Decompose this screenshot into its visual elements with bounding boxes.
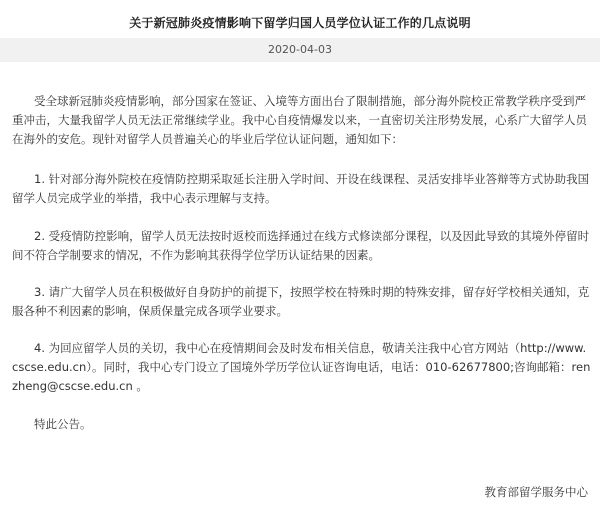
paragraph-item-1	[12, 170, 592, 208]
signature: 教育部留学服务中心	[484, 485, 588, 499]
item-2-text: 2. 受疫情防控影响，留学人员无法按时返校而选择通过在线方式修读部分课程，以及因此导致的其境外停留时间不符合学制要求的情况，不作为影响其获得学位学历认证结果的因素。	[12, 229, 590, 262]
paragraph-item-3	[12, 283, 592, 321]
closing-text: 特此公告。	[34, 417, 92, 431]
publish-date-bar	[0, 38, 600, 62]
paragraph-item-2	[12, 227, 592, 265]
paragraph-item-4	[12, 339, 592, 396]
item-1-text: 1. 针对部分海外院校在疫情防控期采取延长注册入学时间、开设在线课程、灵活安排毕业答辩等方式协助我国留学人员完成学业的举措，我中心表示理解与支持。	[12, 172, 590, 205]
paragraph-intro	[12, 92, 592, 149]
page-title: 关于新冠肺炎疫情影响下留学归国人员学位认证工作的几点说明	[129, 16, 471, 30]
item-3-text: 3. 请广大留学人员在积极做好自身防护的前提下，按照学校在特殊时期的特殊安排，留存好学校相关通知，克服各种不利因素的影响，保质保量完成各项学业要求。	[12, 285, 590, 318]
intro-text: 受全球新冠肺炎疫情影响，部分国家在签证、入境等方面出台了限制措施，部分海外院校正常教学秩序受到严重冲击，大量我留学人员无法正常继续学业。我中心自疫情爆发以来，一直密切关注形势发展，心系广大留学人员在海外的安危。现针对留学人员普遍关心的毕业后学位认证问题，通知如下：	[12, 94, 587, 146]
paragraph-closing	[12, 415, 592, 434]
publish-date: 2020-04-03	[268, 43, 332, 56]
item-4-text: 4. 为回应留学人员的关切，我中心在疫情期间会及时发布相关信息，敬请关注我中心官方网站（http://www.cscse.edu.cn）。同时，我中心专门设立了国境外学历学位认证咨询电话，电话：010-62677800;咨询邮箱：renzheng@cscse.edu.cn 。	[12, 341, 591, 393]
